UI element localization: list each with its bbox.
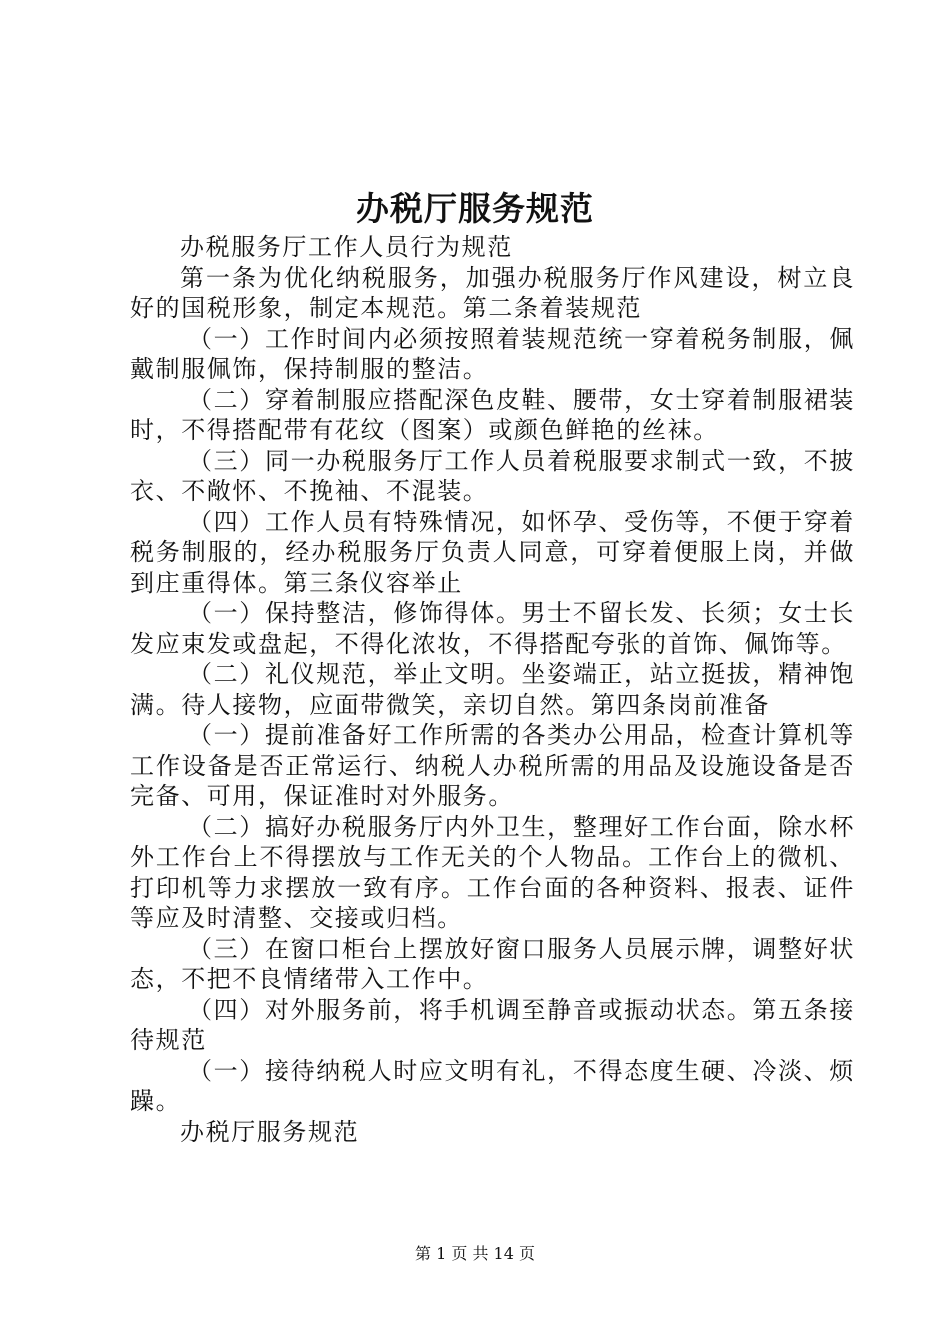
paragraph-preparation-3: （三）在窗口柜台上摆放好窗口服务人员展示牌，调整好状态，不把不良情绪带入工作中。	[130, 934, 855, 993]
paragraph-dress-2: （二）穿着制服应搭配深色皮鞋、腰带，女士穿着制服裙装时，不得搭配带有花纹（图案）或颜色鲜艳的丝袜。	[130, 385, 855, 444]
paragraph-appearance-1: （一）保持整洁，修饰得体。男士不留长发、长须；女士长发应束发或盘起，不得化浓妆，不得搭配夸张的首饰、佩饰等。	[130, 599, 855, 658]
paragraph-preparation-1: （一）提前准备好工作所需的各类办公用品，检查计算机等工作设备是否正常运行、纳税人办税所需的用品及设施设备是否完备、可用，保证准时对外服务。	[130, 721, 855, 810]
paragraph-reception-1: （一）接待纳税人时应文明有礼，不得态度生硬、冷淡、烦躁。	[130, 1056, 855, 1115]
paragraph-preparation-2: （二）搞好办税服务厅内外卫生，整理好工作台面，除水杯外工作台上不得摆放与工作无关的个人物品。工作台上的微机、打印机等力求摆放一致有序。工作台面的各种资料、报表、证件等应及时清整、交接或归档。	[130, 812, 855, 932]
paragraph-article-1: 第一条为优化纳税服务，加强办税服务厅作风建设，树立良好的国税形象，制定本规范。第二条着装规范	[130, 263, 855, 322]
paragraph-closing-heading: 办税厅服务规范	[180, 1117, 360, 1146]
paragraph-preparation-4: （四）对外服务前，将手机调至静音或振动状态。第五条接待规范	[130, 995, 855, 1054]
paragraph-appearance-2: （二）礼仪规范，举止文明。坐姿端正，站立挺拔，精神饱满。待人接物，应面带微笑，亲切自然。第四条岗前准备	[130, 660, 855, 719]
paragraph-dress-4: （四）工作人员有特殊情况，如怀孕、受伤等，不便于穿着税务制服的，经办税服务厅负责人同意，可穿着便服上岗，并做到庄重得体。第三条仪容举止	[130, 507, 855, 597]
document-body	[130, 232, 855, 1147]
document-title: 办税厅服务规范	[356, 189, 594, 228]
paragraph-section-heading: 办税服务厅工作人员行为规范	[180, 233, 513, 261]
paragraph-dress-1: （一）工作时间内必须按照着装规范统一穿着税务制服，佩戴制服佩饰，保持制服的整洁。	[130, 324, 855, 383]
page-number-footer: 第 1 页 共 14 页	[415, 1244, 535, 1263]
paragraph-dress-3: （三）同一办税服务厅工作人员着税服要求制式一致，不披衣、不敞怀、不挽袖、不混装。	[130, 446, 855, 505]
